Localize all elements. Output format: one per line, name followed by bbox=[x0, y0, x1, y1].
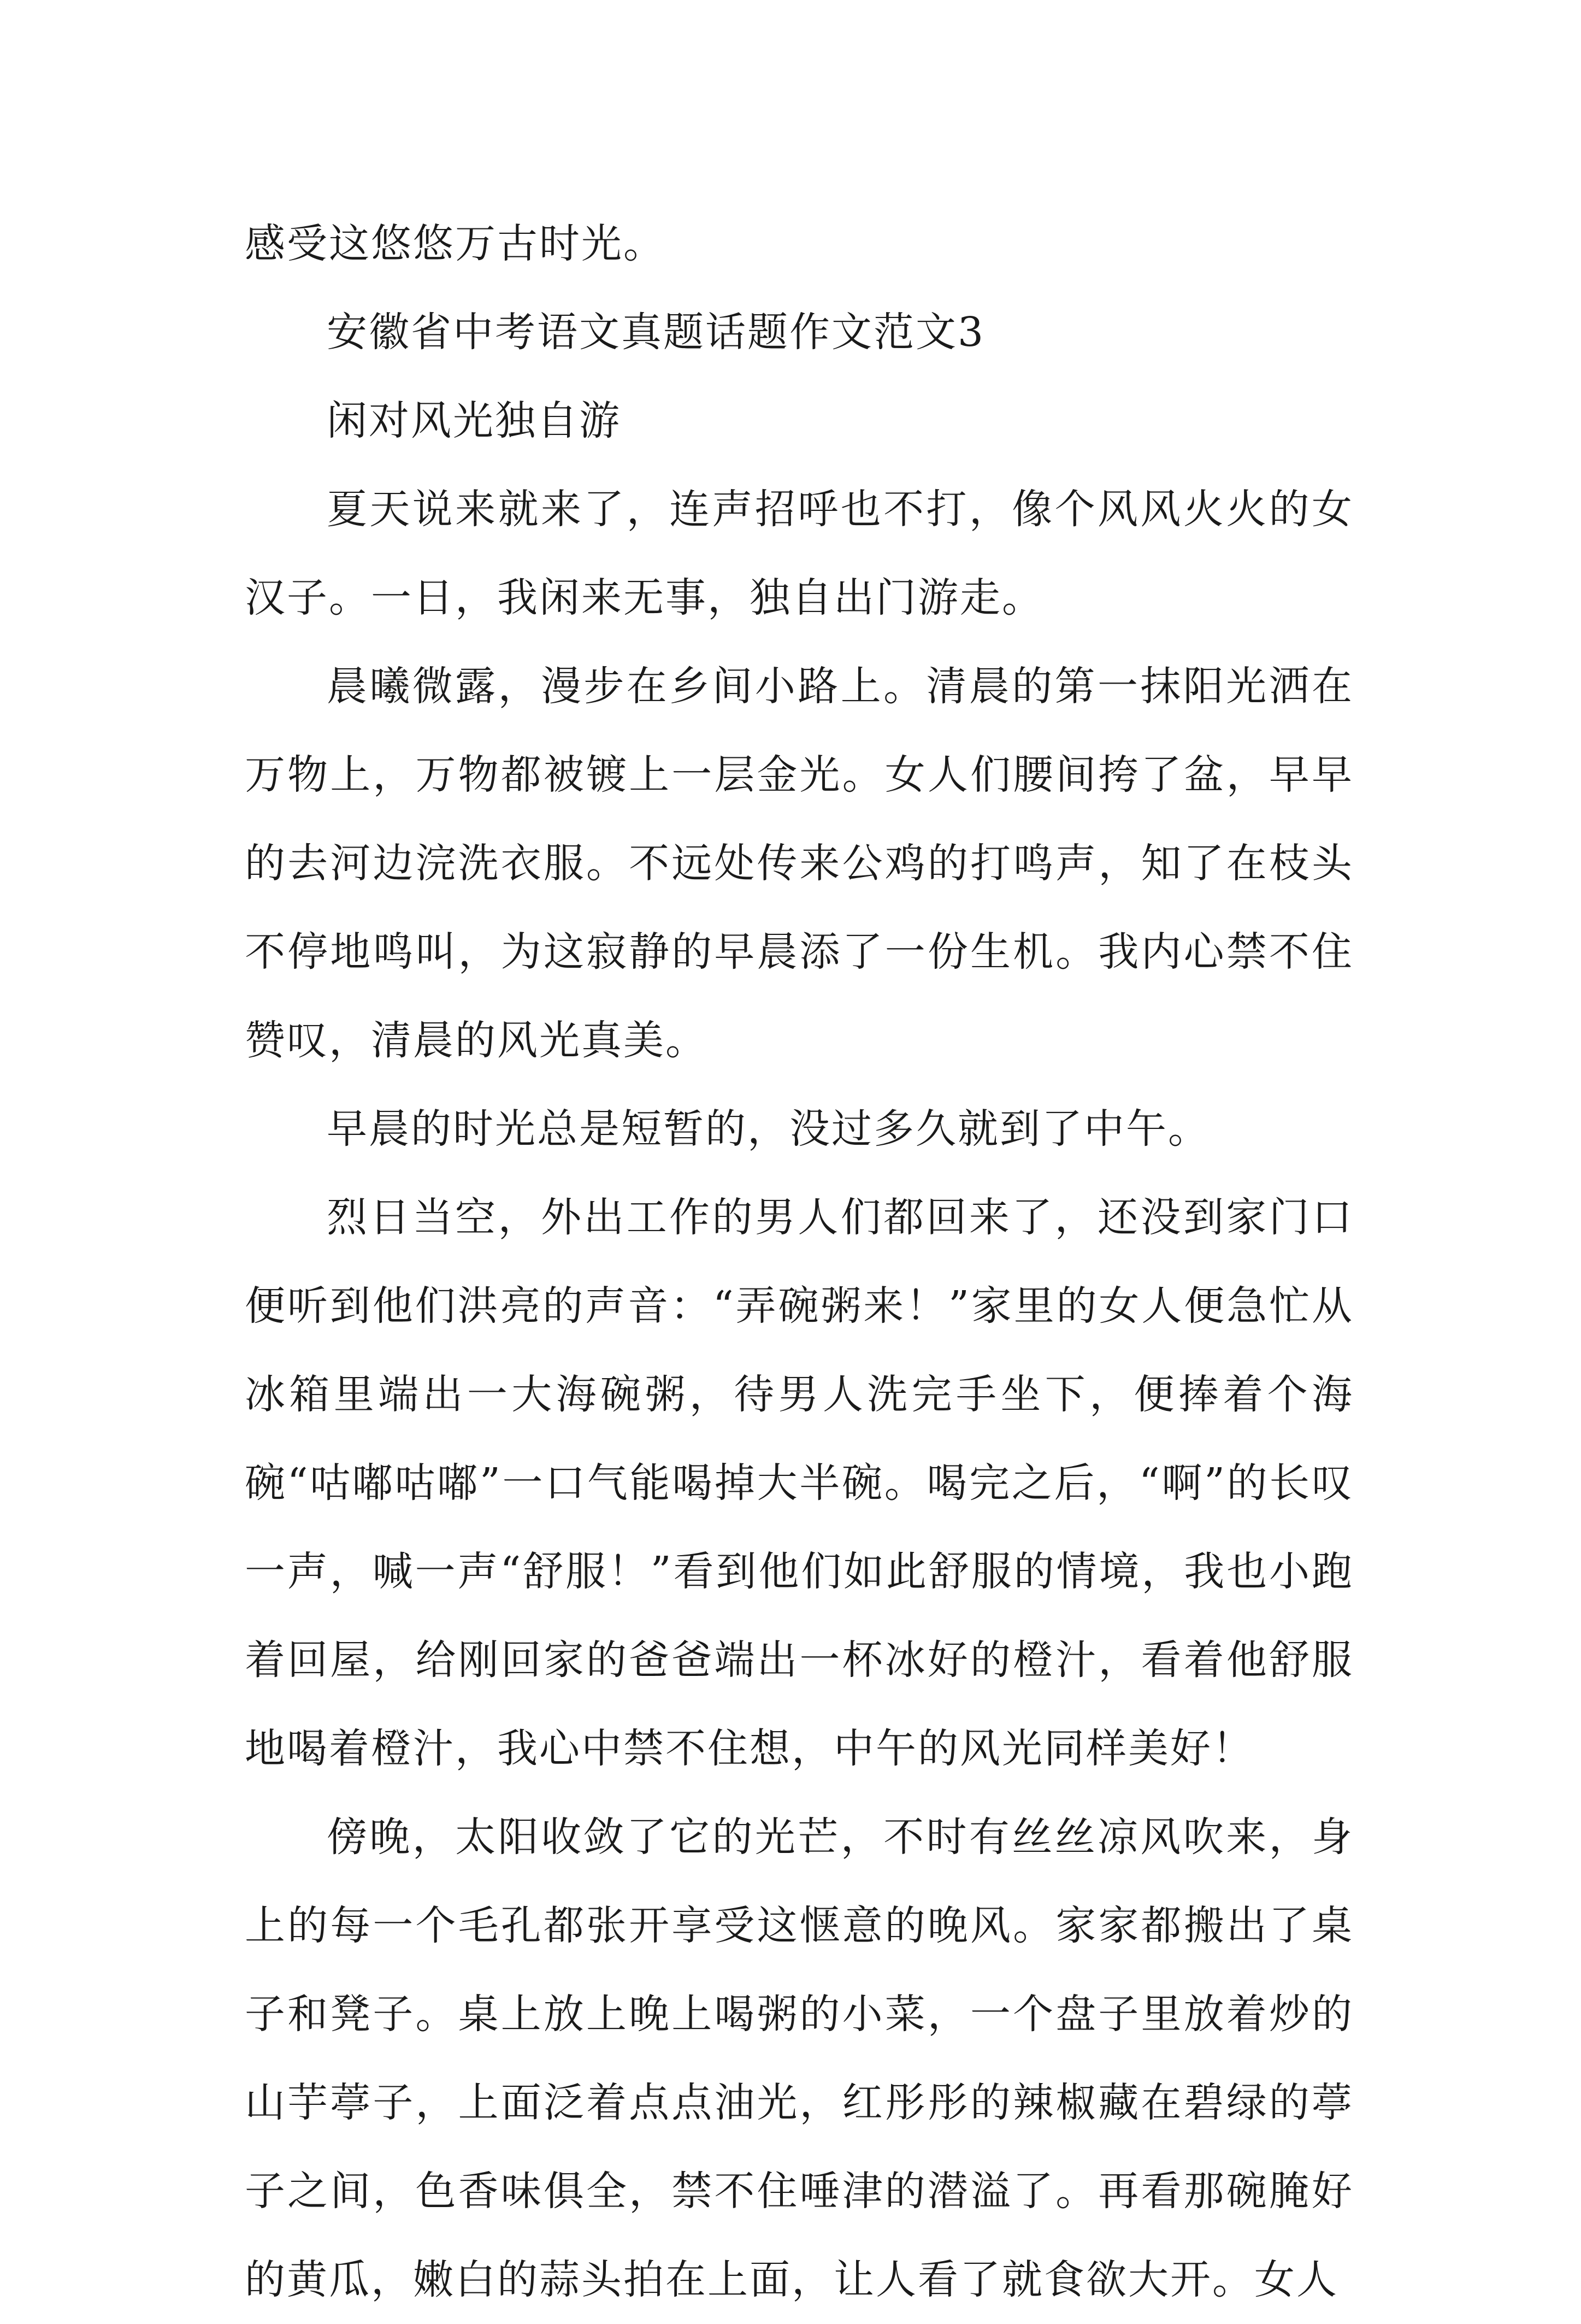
paragraph: 晨曦微露，漫步在乡间小路上。清晨的第一抹阳光洒在万物上，万物都被镀上一层金光。女人们腰间挎了盆，早早的去河边浣洗衣服。不远处传来公鸡的打鸣声，知了在枝头不停地鸣叫，为这寂静的早晨添了一份生机。我内心禁不住赞叹，清晨的风光真美。 bbox=[245, 663, 1354, 1064]
paragraph: 早晨的时光总是短暂的，没过多久就到了中午。 bbox=[327, 1105, 1210, 1152]
essay-heading: 安徽省中考语文真题话题作文范文3 bbox=[327, 309, 986, 356]
paragraph: 烈日当空，外出工作的男人们都回来了，还没到家门口便听到他们洪亮的声音：“弄碗粥来！”家里的女人便急忙从冰箱里端出一大海碗粥，待男人洗完手坐下，便捧着个海碗“咕嘟咕嘟”一口气能喝掉大半碗。喝完之后，“啊”的长叹一声，喊一声“舒服！”看到他们如此舒服的情境，我也小跑着回屋，给刚回家的爸爸端出一杯冰好的橙汁，看着他舒服地喝着橙汁，我心中禁不住想，中午的风光同样美好！ bbox=[245, 1194, 1354, 1772]
paragraph: 夏天说来就来了，连声招呼也不打，像个风风火火的女汉子。一日，我闲来无事，独自出门游走。 bbox=[245, 486, 1354, 621]
essay-title: 闲对风光独自游 bbox=[327, 397, 621, 444]
paragraph: 傍晚，太阳收敛了它的光芒，不时有丝丝凉风吹来，身上的每一个毛孔都张开享受这惬意的晚风。家家都搬出了桌子和凳子。桌上放上晚上喝粥的小菜，一个盘子里放着炒的山芋葶子，上面泛着点点油光，红彤彤的辣椒藏在碧绿的葶子之间，色香味俱全，禁不住唾津的潜溢了。再看那碗腌好的黄瓜，嫩白的蒜头拍在上面，让人看了就食欲大开。女人 bbox=[245, 1814, 1354, 2303]
paragraph-continuation: 感受这悠悠万古时光。 bbox=[245, 220, 665, 267]
essay-body bbox=[245, 199, 1354, 2324]
